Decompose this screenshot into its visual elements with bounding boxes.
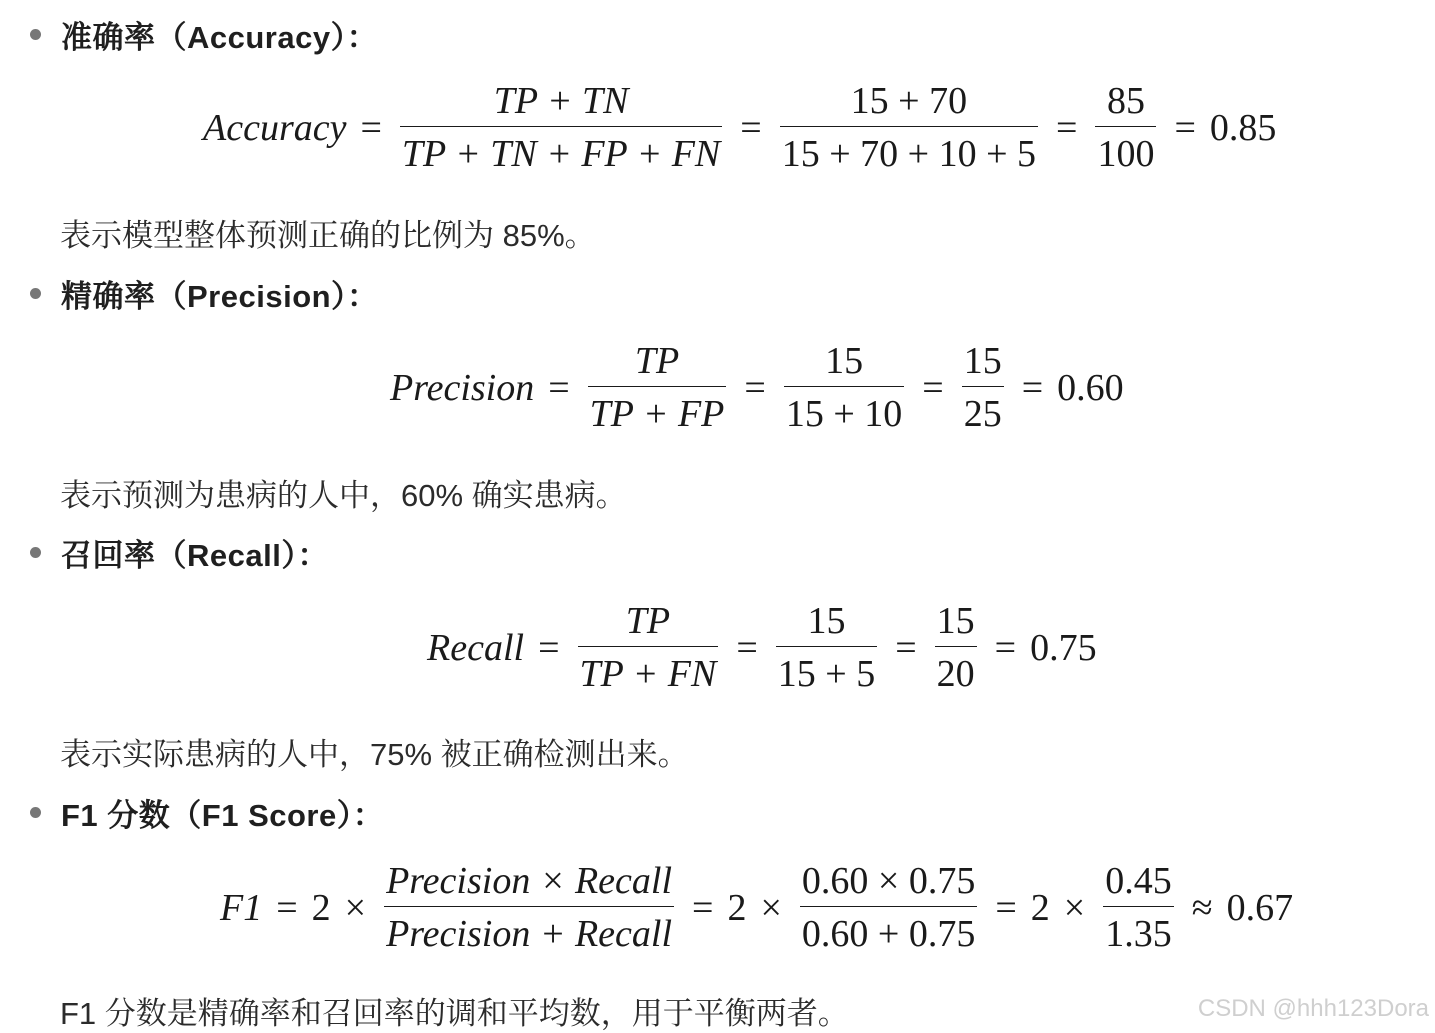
precision-formula (390, 342, 1124, 433)
fraction-symbolic (578, 602, 719, 693)
times-sign: × (1063, 886, 1086, 929)
f1-formula (220, 862, 1293, 953)
equals-sign: = (744, 366, 766, 409)
accuracy-description: 表示模型整体预测正确的比例为 85%。 (60, 218, 596, 253)
denominator: 15 + 70 + 10 + 5 (780, 126, 1038, 173)
equals-sign: = (995, 886, 1017, 929)
numerator: Precision × Recall (386, 860, 673, 902)
numerator: 0.45 (1105, 860, 1172, 902)
equals-sign: = (1174, 106, 1196, 149)
fraction-symbolic (384, 862, 674, 953)
equals-sign: = (1056, 106, 1078, 149)
denominator: 25 (962, 386, 1004, 433)
fraction-simplified (962, 342, 1004, 433)
equals-sign: = (276, 886, 298, 929)
fraction-substituted (776, 602, 877, 693)
accuracy-formula (203, 82, 1276, 173)
bullet-item-recall (30, 530, 329, 574)
formula-result: 0.67 (1226, 886, 1294, 929)
fraction-symbolic (400, 82, 722, 173)
numerator: 15 (963, 340, 1002, 382)
denominator: 15 + 10 (784, 386, 904, 433)
section-title: 准确率（Accuracy）： (61, 19, 379, 55)
equals-sign: = (548, 366, 570, 409)
bullet-dot (30, 807, 41, 818)
denominator: 20 (935, 646, 977, 693)
fraction-simplified (935, 602, 977, 693)
numerator: TP (634, 340, 680, 382)
equals-sign: = (895, 626, 917, 669)
coefficient: 2 (727, 886, 747, 929)
numerator: 0.60 × 0.75 (801, 860, 976, 902)
times-sign: × (344, 886, 367, 929)
equals-sign: = (538, 626, 560, 669)
formula-lhs: Accuracy (203, 106, 347, 149)
bullet-dot (30, 29, 41, 40)
equals-sign: = (740, 106, 762, 149)
f1-description: F1 分数是精确率和召回率的调和平均数，用于平衡两者。 (60, 996, 849, 1031)
bullet-item-precision (30, 271, 379, 315)
fraction-symbolic (588, 342, 727, 433)
section-title: 精确率（Precision）： (61, 278, 379, 314)
coefficient: 2 (311, 886, 331, 929)
section-title: F1 分数（F1 Score）： (61, 797, 385, 833)
numerator: TP + TN (493, 80, 629, 122)
denominator: 0.60 + 0.75 (800, 906, 977, 953)
numerator: TP (625, 600, 671, 642)
approx-sign: ≈ (1191, 886, 1213, 929)
times-sign: × (760, 886, 782, 929)
fraction-substituted (800, 862, 977, 953)
denominator: 100 (1095, 126, 1156, 173)
bullet-item-accuracy (30, 12, 378, 56)
denominator: Precision + Recall (384, 906, 674, 953)
fraction-substituted (784, 342, 904, 433)
recall-description: 表示实际患病的人中，75% 被正确检测出来。 (60, 737, 689, 772)
equals-sign: = (1021, 366, 1044, 409)
formula-result: 0.85 (1209, 106, 1277, 149)
fraction-simplified (1095, 82, 1156, 173)
numerator: 15 + 70 (850, 80, 968, 122)
equals-sign: = (922, 366, 944, 409)
equals-sign: = (360, 106, 382, 149)
formula-result: 0.75 (1030, 626, 1097, 669)
numerator: 85 (1106, 80, 1145, 122)
bullet-dot (30, 547, 41, 558)
section-title: 召回率（Recall）： (61, 537, 329, 573)
numerator: 15 (807, 600, 846, 642)
bullet-item-f1 (30, 790, 384, 834)
denominator: 15 + 5 (776, 646, 877, 693)
denominator: TP + TN + FP + FN (400, 126, 722, 173)
fraction-simplified (1103, 862, 1174, 953)
numerator: 15 (936, 600, 975, 642)
formula-lhs: Recall (427, 626, 525, 669)
formula-result: 0.60 (1057, 366, 1124, 409)
coefficient: 2 (1030, 886, 1050, 929)
precision-description: 表示预测为患病的人中，60% 确实患病。 (60, 478, 627, 513)
denominator: TP + FN (578, 646, 719, 693)
formula-lhs: Precision (390, 366, 535, 409)
recall-formula (427, 602, 1097, 693)
bullet-dot (30, 288, 41, 299)
equals-sign: = (736, 626, 758, 669)
equals-sign: = (994, 626, 1017, 669)
formula-lhs: F1 (220, 886, 263, 929)
numerator: 15 (825, 340, 864, 382)
fraction-substituted (780, 82, 1038, 173)
equals-sign: = (692, 886, 714, 929)
watermark: CSDN @hhh123Dora (1197, 995, 1429, 1022)
denominator: TP + FP (588, 386, 727, 433)
denominator: 1.35 (1103, 906, 1174, 953)
